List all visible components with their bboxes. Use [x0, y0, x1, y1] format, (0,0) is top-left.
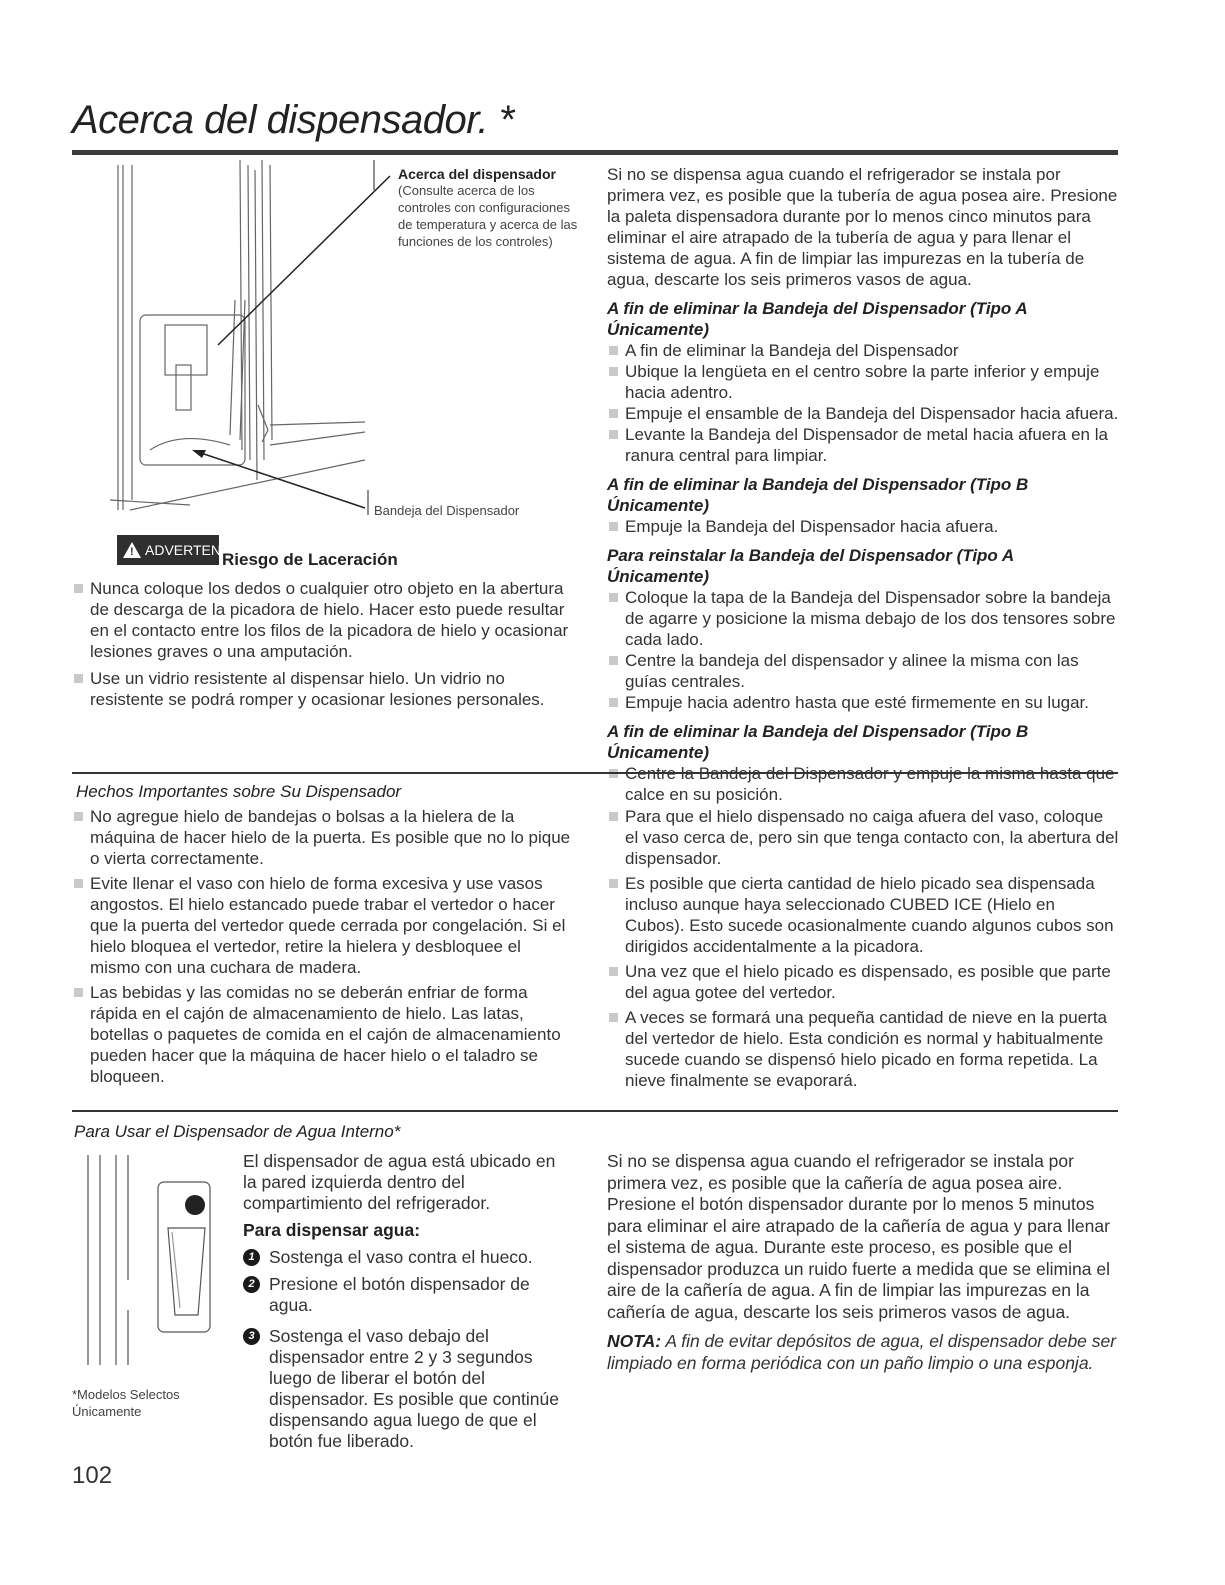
page-title: Acerca del dispensador. * — [72, 98, 514, 142]
warning-list — [72, 578, 572, 710]
water-dispenser-illustration — [80, 1150, 220, 1370]
list-item: Empuje hacia adentro hasta que esté firmemente en su lugar. — [607, 692, 1119, 713]
list-item: Empuje el ensamble de la Bandeja del Dispensador hacia afuera. — [607, 403, 1119, 424]
steps-heading: Para dispensar agua: — [243, 1220, 421, 1240]
list-item: A fin de eliminar la Bandeja del Dispensador — [607, 340, 1119, 361]
warning-badge: ! ADVERTENCIA — [117, 535, 219, 565]
section-heading: A fin de eliminar la Bandeja del Dispensador (Tipo B Únicamente) — [607, 722, 1029, 762]
water-paragraph: Si no se dispensa agua cuando el refrigerador se instala por primera vez, es posible que la cañería de agua posea aire. Presione el botón dispensador durante por lo menos 5 minutos para eliminar el aire atrapado de la cañería de agua y para llenar el sistema de agua. Durante este proceso, es posible que el dispensador produzca un ruido fuerte a medida que se elimina el aire de la cañería de agua. A fin de limpiar las impurezas en la cañería de agua, descarte los seis primeros vasos de agua. — [607, 1151, 1110, 1322]
tray-label: Bandeja del Dispensador — [374, 503, 520, 518]
step-number-icon: 1 — [243, 1249, 260, 1266]
section-heading: Para reinstalar la Bandeja del Dispensador (Tipo A Únicamente) — [607, 546, 1014, 586]
facts-heading: Hechos Importantes sobre Su Dispensador — [76, 782, 402, 801]
section-heading: A fin de eliminar la Bandeja del Dispensador (Tipo A Únicamente) — [607, 299, 1028, 339]
models-note: *Modelos Selectos Únicamente — [72, 1387, 180, 1419]
list-item: Levante la Bandeja del Dispensador de metal hacia afuera en la ranura central para limpiar. — [607, 424, 1119, 466]
list-item: Para que el hielo dispensado no caiga afuera del vaso, coloque el vaso cerca de, pero sin que tenga contacto con, la abertura del dispensador. — [607, 806, 1119, 869]
water-right-column — [607, 1151, 1119, 1374]
section-list — [607, 516, 1119, 537]
section-list — [607, 340, 1119, 466]
list-item: Nunca coloque los dedos o cualquier otro objeto en la abertura de descarga de la picadora de hielo. Hacer esto puede resultar en el contacto entre los filos de la picadora de hielo y ocasionar lesiones graves o una amputación. — [72, 578, 572, 662]
step-number-icon: 2 — [243, 1276, 260, 1293]
water-instructions — [243, 1151, 563, 1452]
location-text: El dispensador de agua está ubicado en la pared izquierda dentro del compartimiento del refrigerador. — [243, 1151, 556, 1213]
warning-heading: Riesgo de Laceración — [222, 550, 398, 569]
list-item: Una vez que el hielo picado es dispensado, es posible que parte del agua gotee del vertedor. — [607, 961, 1119, 1003]
list-item: Es posible que cierta cantidad de hielo picado sea dispensada incluso aunque haya seleccionado CUBED ICE (Hielo en Cubos). Esto sucede ocasionalmente cuando algunos cubos son dirigidos accidentalmente a la picadora. — [607, 873, 1119, 957]
right-top-column — [607, 164, 1119, 805]
page-number: 102 — [72, 1462, 113, 1489]
note-label: NOTA: — [607, 1331, 662, 1351]
list-item: No agregue hielo de bandejas o bolsas a la hielera de la máquina de hacer hielo de la puerta. Es posible que no lo pique o vierta correctamente. — [72, 806, 572, 869]
callout-note: (Consulte acerca de los controles con configuraciones de temperatura y acerca de las funciones de los controles) — [398, 183, 578, 249]
section-rule — [72, 772, 1118, 774]
callout-title: Acerca del dispensador — [398, 166, 556, 182]
facts-left-list — [72, 806, 572, 1087]
facts-right-list — [607, 806, 1119, 1091]
title-rule — [72, 150, 1118, 155]
note-paragraph — [607, 1331, 1119, 1374]
list-item: Las bebidas y las comidas no se deberán enfriar de forma rápida en el cajón de almacenamiento de hielo. Las latas, botellas o paquetes de comida en el cajón de almacenamiento pueden hacer que la máquina de hacer hielo o el taladro se bloqueen. — [72, 982, 572, 1087]
list-item: Coloque la tapa de la Bandeja del Dispensador sobre la bandeja de agarre y posicione la misma debajo de los dos tensores sobre cada lado. — [607, 587, 1119, 650]
section-rule — [72, 1110, 1118, 1112]
step-item: 1 Sostenga el vaso contra el hueco. — [243, 1247, 563, 1268]
note-text: A fin de evitar depósitos de agua, el dispensador debe ser limpiado en forma periódica con un paño limpio o una esponja. — [607, 1331, 1117, 1373]
list-item: Ubique la lengüeta en el centro sobre la parte inferior y empuje hacia adentro. — [607, 361, 1119, 403]
list-item: A veces se formará una pequeña cantidad de nieve en la puerta del vertedor de hielo. Esta condición es normal y habitualmente sucede cuando se dispensó hielo picado en forma repetida. La nieve finalmente se evaporará. — [607, 1007, 1119, 1091]
list-item: Use un vidrio resistente al dispensar hielo. Un vidrio no resistente se podrá romper y ocasionar lesiones personales. — [72, 668, 572, 710]
list-item: calce en su posición. — [607, 763, 1119, 805]
list-item: Centre la bandeja del dispensador y alinee la misma con las guías centrales. — [607, 650, 1119, 692]
water-heading: Para Usar el Dispensador de Agua Interno* — [74, 1122, 401, 1141]
section-heading: A fin de eliminar la Bandeja del Dispensador (Tipo B Únicamente) — [607, 475, 1029, 515]
step-item: 3 Sostenga el vaso debajo del dispensador entre 2 y 3 segundos luego de liberar el botón del dispensador. Es posible que continúe dispensando agua luego de que el botón fue liberado. — [243, 1326, 563, 1452]
intro-paragraph: Si no se dispensa agua cuando el refrigerador se instala por primera vez, es posible que la tubería de agua posea aire. Presione la paleta dispensadora durante por lo menos cinco minutos para eliminar el aire atrapado de la tubería de agua y para llenar el sistema de agua. A fin de limpiar las impurezas en la tubería de agua, descarte los seis primeros vasos de agua. — [607, 165, 1118, 289]
section-list — [607, 763, 1119, 805]
step-number-icon: 3 — [243, 1328, 260, 1345]
list-item: Evite llenar el vaso con hielo de forma excesiva y use vasos angostos. El hielo estancado puede trabar el vertedor o hacer que la puerta del vertedor quede cerrada por congelación. Si el hielo bloquea el vertedor, retire la hielera y desbloquee el mismo con una cuchara de madera. — [72, 873, 572, 978]
exclamation-icon: ! — [130, 546, 134, 558]
step-item: 2 Presione el botón dispensador de agua. — [243, 1274, 563, 1316]
section-list — [607, 587, 1119, 713]
list-item: Empuje la Bandeja del Dispensador hacia afuera. — [607, 516, 1119, 537]
